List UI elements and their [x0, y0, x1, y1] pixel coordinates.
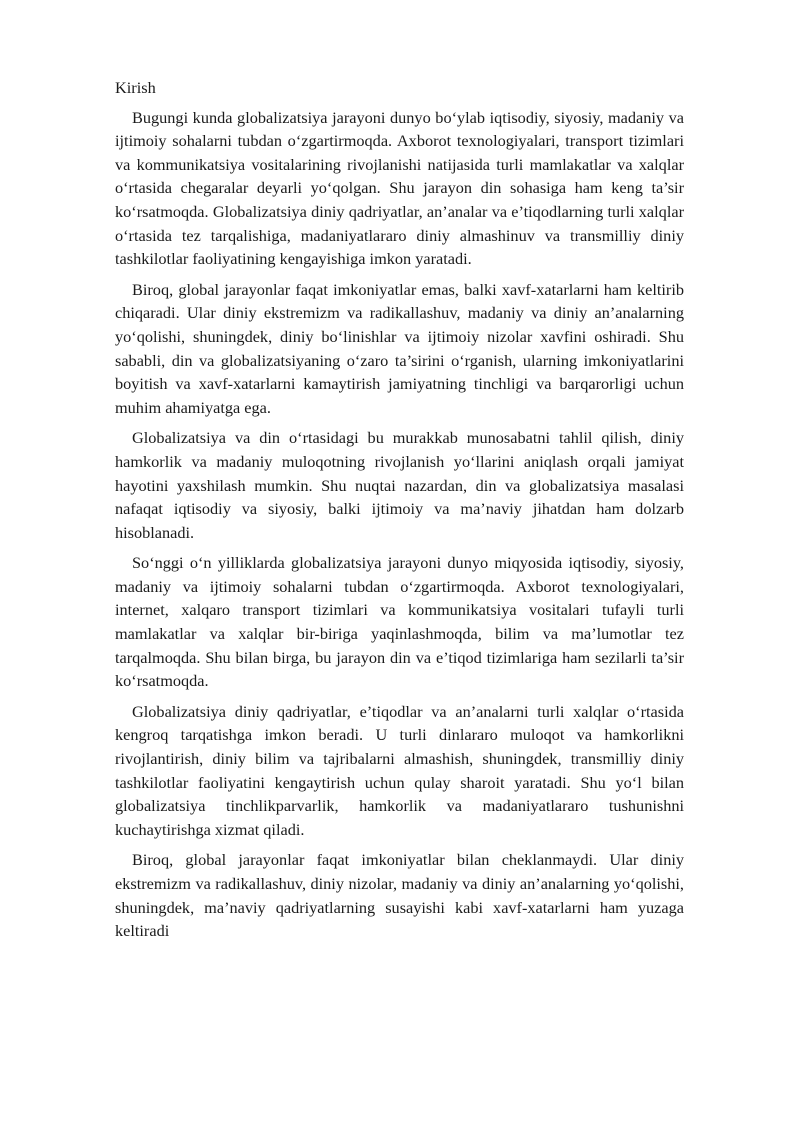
paragraph-3: Globalizatsiya va din o‘rtasidagi bu murakkab munosabatni tahlil qilish, diniy hamkorlik va madaniy muloqotning rivojlanish yo‘llarini aniqlash orqali jamiyat hayotini yaxshilash mumkin. Shu nuqtai nazardan, din va globalizatsiya masalasi nafaqat iqtisodiy va siyosiy, balki ijtimoiy va ma’naviy jihatdan ham dolzarb hisoblanadi.: [115, 428, 684, 542]
paragraph-5: Globalizatsiya diniy qadriyatlar, e’tiqodlar va an’analarni turli xalqlar o‘rtasida kengroq tarqatishga imkon beradi. U turli dinlararo muloqot va hamkorlikni rivojlantirish, diniy bilim va tajribalarni almashish, shuningdek, transmilliy diniy tashkilotlar faoliyatini kengaytirish uchun qulay sharoit yaratadi. Shu yo‘l bilan globalizatsiya tinchlikparvarlik, hamkorlik va madaniyatlararo tushunishni kuchaytirishga xizmat qiladi.: [115, 701, 684, 839]
document-body: [115, 76, 684, 950]
paragraph-4: So‘nggi o‘n yilliklarda globalizatsiya jarayoni dunyo miqyosida iqtisodiy, siyosiy, madaniy va ijtimoiy sohalarni tubdan o‘zgartirmoqda. Axborot texnologiyalari, internet, xalqaro transport tizimlari va kommunikatsiya vositalari tufayli turli mamlakatlar va xalqlar bir-biriga yaqinlashmoqda, bilim va ma’lumotlar tez tarqalmoqda. Shu bilan birga, bu jarayon din va e’tiqod tizimlariga ham sezilarli ta’sir ko‘rsatmoqda.: [115, 553, 684, 691]
paragraph-1: Bugungi kunda globalizatsiya jarayoni dunyo bo‘ylab iqtisodiy, siyosiy, madaniy va ijtimoiy sohalarni tubdan o‘zgartirmoqda. Axborot texnologiyalari, transport tizimlari va kommunikatsiya vositalarining rivojlanishi natijasida turli mamlakatlar va xalqlar o‘rtasida chegaralar deyarli yo‘qolgan. Shu jarayon din sohasiga ham keng ta’sir ko‘rsatmoqda. Globalizatsiya diniy qadriyatlar, an’analar va e’tiqodlarning turli xalqlar o‘rtasida tez tarqalishiga, madaniyatlararo diniy almashinuv va transmilliy diniy tashkilotlar faoliyatining kengayishiga imkon yaratadi.: [115, 107, 684, 269]
section-heading: Kirish: [115, 78, 156, 97]
paragraph-2: Biroq, global jarayonlar faqat imkoniyatlar emas, balki xavf-xatarlarni ham keltirib chiqaradi. Ular diniy ekstremizm va radikallashuv, madaniy va diniy an’analarning yo‘qolishi, shuningdek, diniy bo‘linishlar va ijtimoiy nizolar xavfini oshiradi. Shu sababli, din va globalizatsiyaning o‘zaro ta’sirini o‘rganish, ularning imkoniyatlarini boyitish va xavf-xatarlarni kamaytirish jamiyatning tinchligi va barqarorligi uchun muhim ahamiyatga ega.: [115, 279, 684, 417]
paragraph-6: Biroq, global jarayonlar faqat imkoniyatlar bilan cheklanmaydi. Ular diniy ekstremizm va radikallashuv, diniy nizolar, madaniy va diniy an’analarning yo‘qolishi, shuningdek, ma’naviy qadriyatlarning susayishi kabi xavf-xatarlarni ham yuzaga keltiradi: [115, 850, 684, 941]
